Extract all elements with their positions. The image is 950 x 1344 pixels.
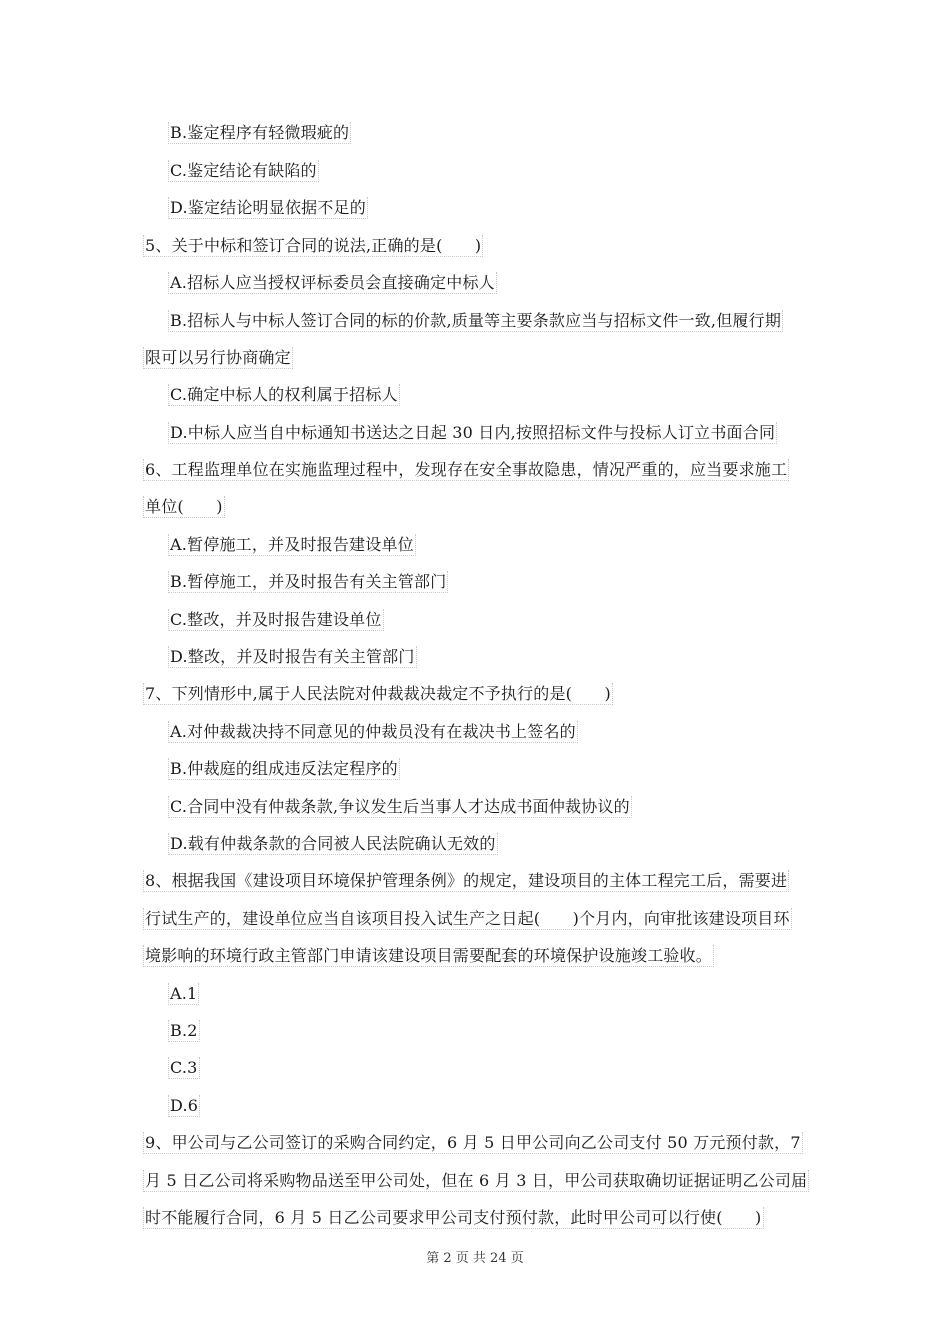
question-8-line-2: 行试生产的，建设单位应当自该项目投入试生产之日起( )个月内，向审批该建设项目环 (145, 909, 790, 928)
option-a-q7: A.对仲裁裁决持不同意见的仲裁员没有在裁决书上签名的 (170, 722, 576, 741)
question-9: 9、甲公司与乙公司签订的采购合同约定，6 月 5 日甲公司向乙公司支付 50 万元预付款，7 (145, 1133, 801, 1152)
question-6: 6、工程监理单位在实施监理过程中，发现存在安全事故隐患，情况严重的，应当要求施工 (145, 460, 788, 479)
option-b-q5: B.招标人与中标人签订合同的标的价款,质量等主要条款应当与招标文件一致,但履行期 (170, 311, 782, 330)
option-b-q5-continued: 限可以另行协商确定 (145, 348, 291, 367)
option-c-q5: C.确定中标人的权利属于招标人 (170, 385, 398, 404)
question-8: 8、根据我国《建设项目环境保护管理条例》的规定，建设项目的主体工程完工后，需要进 (145, 871, 788, 890)
option-a-q5: A.招标人应当授权评标委员会直接确定中标人 (170, 273, 495, 292)
option-d-q6: D.整改，并及时报告有关主管部门 (170, 647, 415, 666)
question-8-line-3: 境影响的环境行政主管部门申请该建设项目需要配套的环境保护设施竣工验收。 (145, 946, 713, 965)
option-b-q6: B.暂停施工，并及时报告有关主管部门 (170, 572, 447, 591)
page-footer: 第 2 页 共 24 页 (426, 1251, 524, 1266)
question-7: 7、下列情形中,属于人民法院对仲裁裁决裁定不予执行的是( ) (145, 684, 611, 703)
option-c-q6: C.整改，并及时报告建设单位 (170, 610, 382, 629)
option-a-q8: A.1 (170, 984, 198, 1003)
option-b-q7: B.仲裁庭的组成违反法定程序的 (170, 759, 398, 778)
question-9-line-2: 月 5 日乙公司将采购物品送至甲公司处，但在 6 月 3 日，甲公司获取确切证据证明乙公司届 (145, 1171, 808, 1190)
option-b-q4: B.鉴定程序有轻微瑕疵的 (170, 123, 350, 142)
option-b-q8: B.2 (170, 1021, 198, 1040)
option-c-q7: C.合同中没有仲裁条款,争议发生后当事人才达成书面仲裁协议的 (170, 797, 630, 816)
option-d-q5: D.中标人应当自中标通知书送达之日起 30 日内,按照招标文件与投标人订立书面合同 (170, 423, 776, 442)
option-c-q4: C.鉴定结论有缺陷的 (170, 161, 317, 180)
option-c-q8: C.3 (170, 1058, 198, 1077)
option-d-q7: D.载有仲裁条款的合同被人民法院确认无效的 (170, 834, 496, 853)
option-d-q4: D.鉴定结论明显依据不足的 (170, 198, 366, 217)
question-5: 5、关于中标和签订合同的说法,正确的是( ) (145, 236, 482, 255)
option-a-q6: A.暂停施工，并及时报告建设单位 (170, 535, 414, 554)
question-9-line-3: 时不能履行合同，6 月 5 日乙公司要求甲公司支付预付款，此时甲公司可以行使( ) (145, 1208, 762, 1227)
option-d-q8: D.6 (170, 1096, 199, 1115)
question-6-continued: 单位( ) (145, 497, 223, 516)
